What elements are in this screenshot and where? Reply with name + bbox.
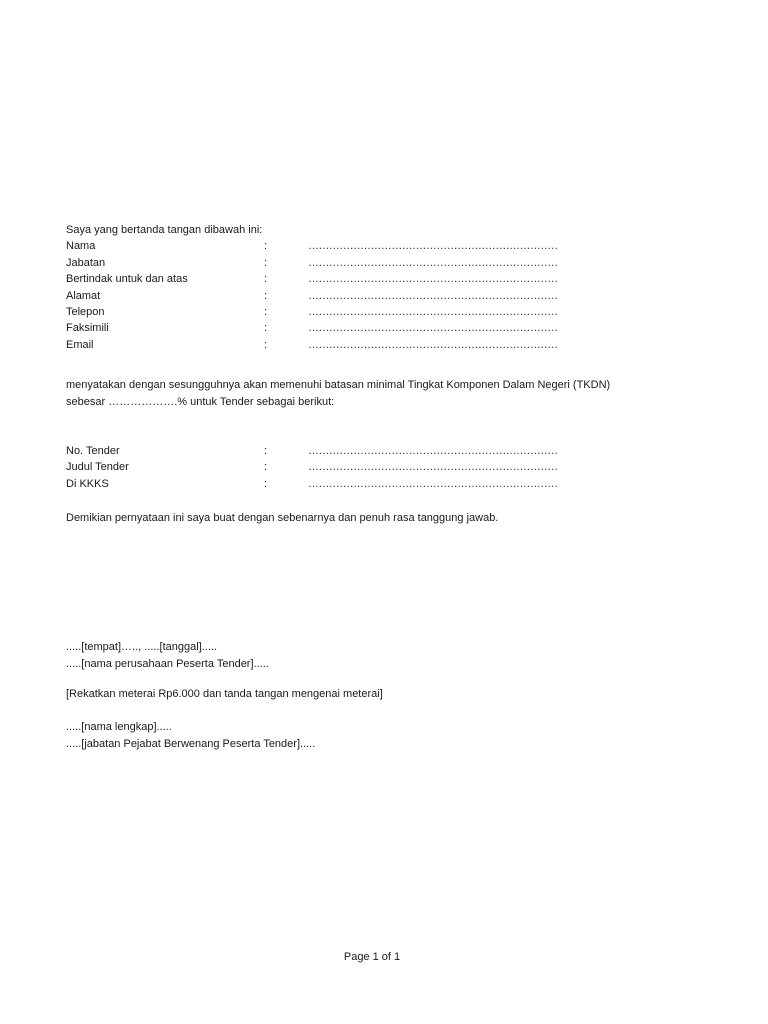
stamp-instruction: [Rekatkan meterai Rp6.000 dan tanda tangan mengenai meterai]: [66, 688, 383, 700]
field-row-jabatan: [66, 255, 706, 271]
field-label: Email: [66, 338, 94, 351]
closing-statement: Demikian pernyataan ini saya buat dengan sebenarnya dan penuh rasa tanggung jawab.: [66, 512, 499, 524]
field-blank: ………………………………………………………………: [308, 445, 558, 457]
field-colon: :: [264, 445, 268, 457]
field-label: Telepon: [66, 305, 105, 318]
field-label: Jabatan: [66, 256, 106, 269]
field-blank: ………………………………………………………………: [308, 322, 558, 335]
field-row-di-kkks: [66, 476, 706, 492]
signatory-name-block: [66, 719, 706, 753]
field-blank: ………………………………………………………………: [308, 338, 558, 351]
field-blank: ………………………………………………………………: [308, 477, 558, 490]
field-colon: :: [264, 273, 268, 286]
signature-place-block: [66, 639, 706, 673]
field-colon: :: [264, 256, 268, 269]
field-row-alamat: [66, 288, 706, 304]
field-row-bertindak: [66, 271, 706, 287]
position-line: .....[jabatan Pejabat Berwenang Peserta Tender].....: [66, 738, 316, 750]
field-label: Di KKKS: [66, 477, 109, 490]
statement-line-1: menyatakan dengan sesungguhnya akan memenuhi batasan minimal Tingkat Komponen Dalam Negeri (TKDN): [66, 379, 611, 391]
field-blank: ………………………………………………………………: [308, 461, 558, 474]
field-label: Nama: [66, 240, 96, 253]
field-blank: ………………………………………………………………: [308, 256, 558, 269]
field-colon: :: [264, 322, 268, 335]
field-colon: :: [264, 477, 268, 490]
tender-section: [66, 443, 706, 492]
tkdn-statement: [66, 377, 706, 411]
statement-line-2: sebesar ……………….% untuk Tender sebagai berikut:: [66, 396, 335, 408]
field-row-nama: [66, 238, 706, 254]
field-label: Judul Tender: [66, 461, 129, 474]
full-name-line: .....[nama lengkap].....: [66, 721, 172, 733]
intro-heading: Saya yang bertanda tangan dibawah ini:: [66, 224, 263, 236]
field-label: No. Tender: [66, 445, 120, 457]
field-row-judul-tender: [66, 459, 706, 475]
field-colon: :: [264, 338, 268, 351]
field-label: Alamat: [66, 289, 101, 302]
field-colon: :: [264, 240, 268, 253]
field-row-telepon: [66, 304, 706, 320]
field-blank: ………………………………………………………………: [308, 240, 558, 253]
field-blank: ………………………………………………………………: [308, 305, 558, 318]
field-blank: ………………………………………………………………: [308, 289, 558, 302]
field-row-no-tender: [66, 443, 706, 459]
page-number: Page 1 of 1: [343, 951, 401, 963]
field-row-faksimili: [66, 320, 706, 336]
field-colon: :: [264, 461, 268, 474]
field-colon: :: [264, 305, 268, 318]
place-date-line: .....[tempat]….., .....[tanggal].....: [66, 641, 218, 653]
field-label: Faksimili: [66, 322, 109, 335]
field-label: Bertindak untuk dan atas: [66, 273, 188, 286]
company-name-line: .....[nama perusahaan Peserta Tender].....: [66, 658, 269, 670]
field-row-email: [66, 337, 706, 353]
field-blank: ………………………………………………………………: [308, 273, 558, 286]
field-colon: :: [264, 289, 268, 302]
signatory-section: [66, 222, 706, 353]
